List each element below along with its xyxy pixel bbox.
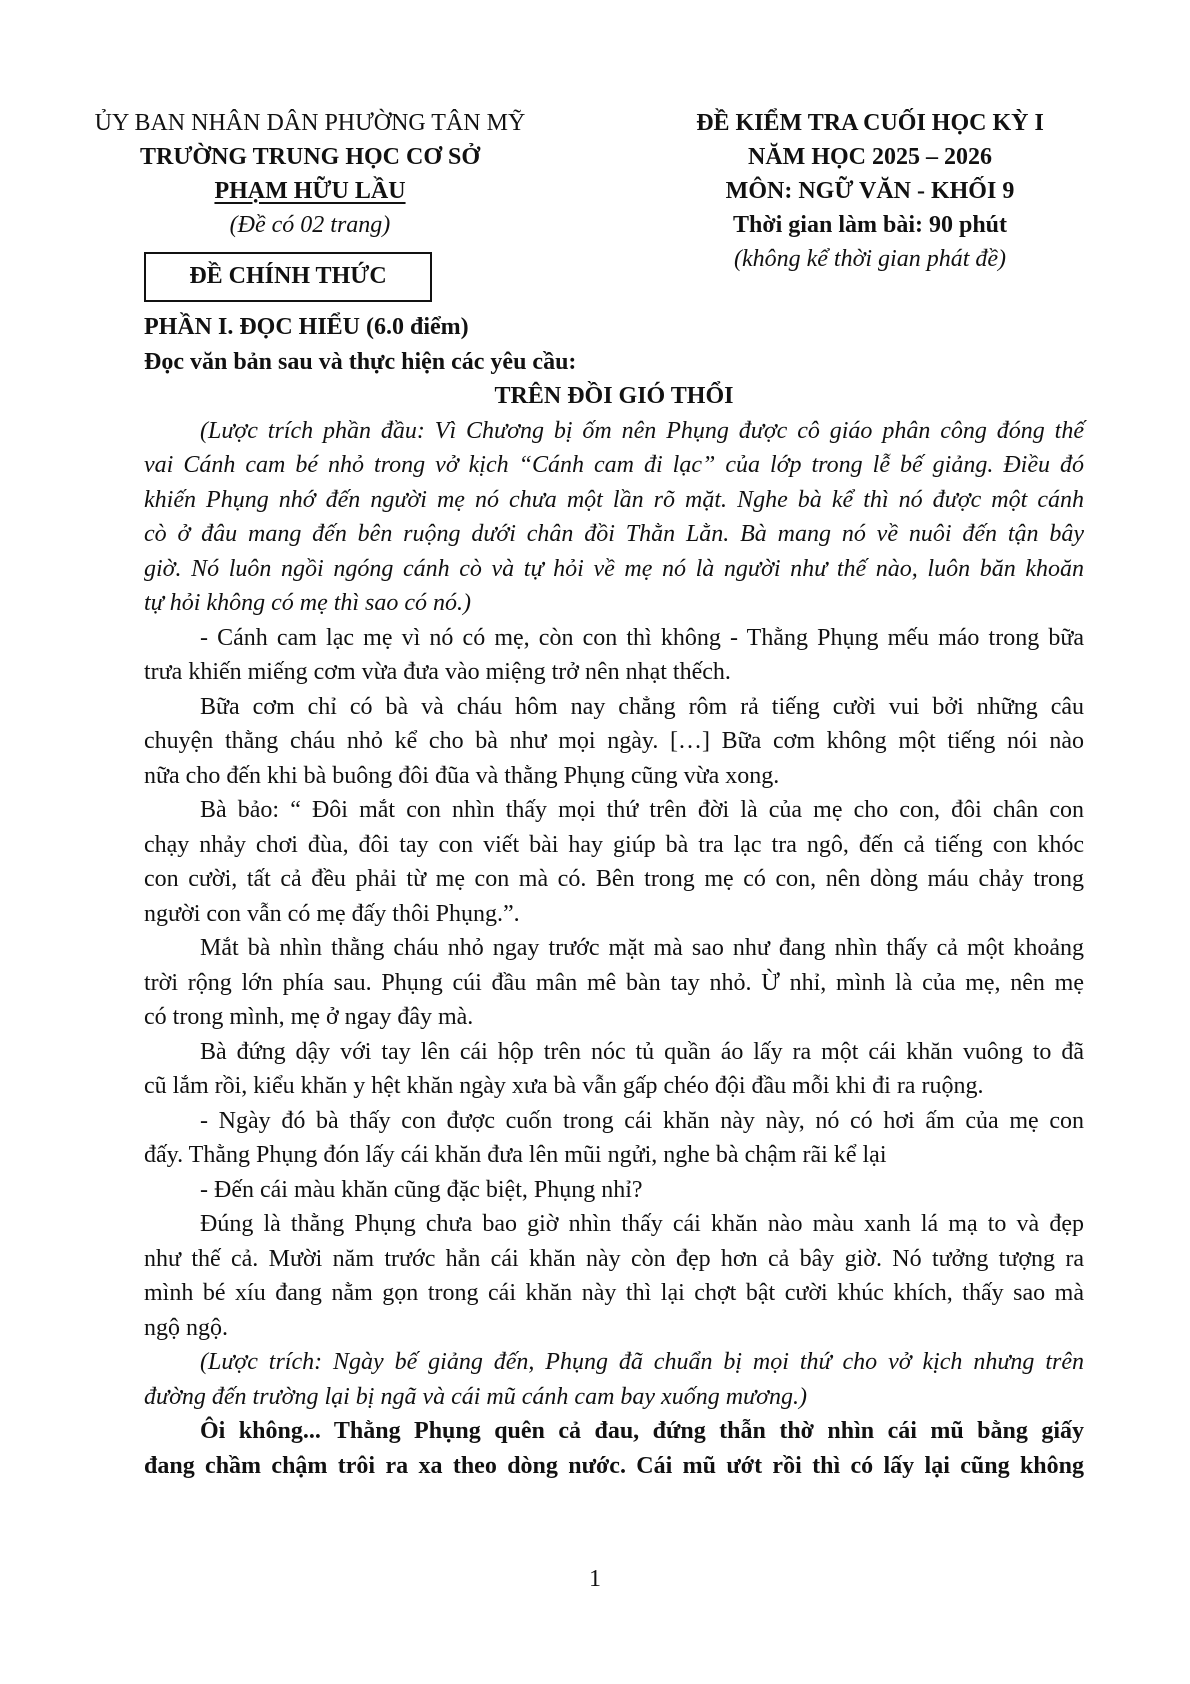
text-line: Ôi không... Thằng Phụng quên cả đau, đứng thẫn thờ nhìn cái mũ bằng giấy bbox=[200, 1418, 1084, 1444]
paragraph-4 bbox=[144, 931, 1084, 1035]
school-type: TRƯỜNG TRUNG HỌC CƠ SỞ bbox=[139, 144, 481, 170]
text-line: Bà đứng dậy với tay lên cái hộp trên nóc tủ quần áo lấy ra một cái khăn vuông to đã bbox=[200, 1038, 1084, 1065]
text-line: (Lược trích phần đầu: Vì Chương bị ốm nên Phụng được cô giáo phân công đóng thế bbox=[200, 417, 1084, 444]
time-note: (không kể thời gian phát đề) bbox=[733, 246, 1007, 272]
text-line: đấy. Thằng Phụng đón lấy cái khăn đưa lên mũi ngửi, nghe bà chậm rãi kể lại bbox=[144, 1142, 887, 1168]
text-line: - Ngày đó bà thấy con được cuốn trong cái khăn này này, nó có hơi ấm của mẹ con bbox=[200, 1107, 1084, 1134]
text-line: trời rộng lớn phía sau. Phụng cúi đầu mân mê bàn tay nhỏ. Ừ nhỉ, mình là của mẹ, nên mẹ bbox=[144, 969, 1084, 996]
text-line: ngộ ngộ. bbox=[144, 1314, 228, 1341]
page-number: 1 bbox=[589, 1566, 601, 1592]
text-line: - Cánh cam lạc mẹ vì nó có mẹ, còn con thì không - Thằng Phụng mếu máo trong bữa bbox=[200, 624, 1084, 651]
passage-title: TRÊN ĐỒI GIÓ THỔI bbox=[494, 383, 734, 409]
pages-note: (Đề có 02 trang) bbox=[229, 212, 391, 238]
passage-interlude bbox=[144, 1345, 1084, 1414]
paragraph-2 bbox=[144, 690, 1084, 794]
exam-title: ĐỀ KIỂM TRA CUỐI HỌC KỲ I bbox=[696, 110, 1044, 136]
text-line: vai Cánh cam bé nhỏ trong vở kịch “Cánh cam đi lạc” của lớp trong lễ bế giảng. Điều đó bbox=[144, 452, 1084, 478]
text-line: nữa cho đến khi bà buông đôi đũa và thằng Phụng cũng vừa xong. bbox=[144, 762, 780, 789]
paragraph-9 bbox=[144, 1414, 1084, 1483]
header-left bbox=[60, 106, 560, 242]
text-line: Đúng là thằng Phụng chưa bao giờ nhìn thấy cái khăn nào màu xanh lá mạ to và đẹp bbox=[200, 1211, 1084, 1237]
section-instruction: Đọc văn bản sau và thực hiện các yêu cầu: bbox=[144, 348, 577, 375]
text-line: chạy nhảy chơi đùa, đôi tay con viết bài hay giúp bà tra lạc tra ngô, đến cả tiếng con khóc bbox=[144, 831, 1084, 858]
text-line: khiến Phụng nhớ đến người mẹ nó chưa một lần rõ mặt. Nghe bà kể thì nó được một cánh bbox=[144, 486, 1084, 513]
text-line: có trong mình, mẹ ở ngay đây mà. bbox=[144, 1004, 474, 1030]
text-line: như thế cả. Mười năm trước hẳn cái khăn này còn đẹp hơn cả bây giờ. Nó tưởng tượng ra bbox=[144, 1245, 1084, 1272]
exam-body bbox=[144, 310, 1084, 1483]
authority-name: ỦY BAN NHÂN DÂN PHƯỜNG TÂN MỸ bbox=[94, 110, 526, 136]
text-line: cũ lắm rồi, kiểu khăn y hệt khăn ngày xưa bà vẫn gấp chéo đội đầu mỗi khi đi ra ruộng. bbox=[144, 1073, 984, 1099]
paragraph-8 bbox=[144, 1207, 1084, 1345]
text-line: trưa khiến miếng cơm vừa đưa vào miệng trở nên nhạt thếch. bbox=[144, 659, 731, 685]
text-line: giờ. Nó luôn ngồi ngóng cánh cò và tự hỏi về mẹ nó là người như thế nào, luôn băn khoăn bbox=[144, 555, 1084, 582]
text-line: đường đến trường lại bị ngã và cái mũ cánh cam bay xuống mương.) bbox=[144, 1383, 807, 1410]
official-exam-box: ĐỀ CHÍNH THỨC bbox=[144, 252, 432, 302]
section-title: PHẦN I. ĐỌC HIỂU (6.0 điểm) bbox=[144, 314, 469, 340]
paragraph-3 bbox=[144, 793, 1084, 931]
paragraph-6 bbox=[144, 1104, 1084, 1173]
text-line: Mắt bà nhìn thằng cháu nhỏ ngay trước mặt mà sao như đang nhìn thấy cả một khoảng bbox=[200, 935, 1084, 961]
text-line: cò ở đâu mang đến bên ruộng dưới chân đồi Thằn Lằn. Bà mang nó về nuôi đến tận bây bbox=[144, 521, 1084, 547]
header-right bbox=[640, 106, 1100, 276]
text-line: Bà bảo: “ Đôi mắt con nhìn thấy mọi thứ trên đời là của mẹ cho con, đôi chân con bbox=[200, 797, 1084, 823]
time-allowed: Thời gian làm bài: 90 phút bbox=[732, 212, 1008, 238]
text-line: con cười, tất cả đều phải từ mẹ con mà có. Bên trong mẹ có con, nên dòng máu chảy trong bbox=[144, 866, 1084, 892]
text-line: đang chầm chậm trôi ra xa theo dòng nước. Cái mũ ướt rồi thì có lấy lại cũng không bbox=[144, 1452, 1084, 1479]
text-line: Bữa cơm chỉ có bà và cháu hôm nay chẳng rôm rả tiếng cười vui bởi những câu bbox=[200, 693, 1084, 720]
paragraph-1 bbox=[144, 621, 1084, 690]
subject: MÔN: NGỮ VĂN - KHỐI 9 bbox=[725, 178, 1015, 204]
paragraph-7 bbox=[144, 1173, 1084, 1208]
school-year: NĂM HỌC 2025 – 2026 bbox=[748, 144, 992, 170]
text-line: người con vẫn có mẹ đấy thôi Phụng.”. bbox=[144, 900, 520, 927]
text-line: tự hỏi không có mẹ thì sao có nó.) bbox=[144, 590, 472, 616]
passage-intro bbox=[144, 414, 1084, 621]
text-line: - Đến cái màu khăn cũng đặc biệt, Phụng nhỉ? bbox=[200, 1176, 643, 1203]
text-line: mình bé xíu đang nằm gọn trong cái khăn này thì lại chợt bật cười khúc khích, thấy sao mà bbox=[144, 1280, 1084, 1306]
text-line: chuyện thằng cháu nhỏ kể cho bà như mọi ngày. […] Bữa cơm không một tiếng nói nào bbox=[144, 728, 1084, 754]
paragraph-5 bbox=[144, 1035, 1084, 1104]
school-name: PHẠM HỮU LẦU bbox=[214, 178, 406, 204]
text-line: (Lược trích: Ngày bế giảng đến, Phụng đã chuẩn bị mọi thứ cho vở kịch nhưng trên bbox=[200, 1349, 1084, 1375]
